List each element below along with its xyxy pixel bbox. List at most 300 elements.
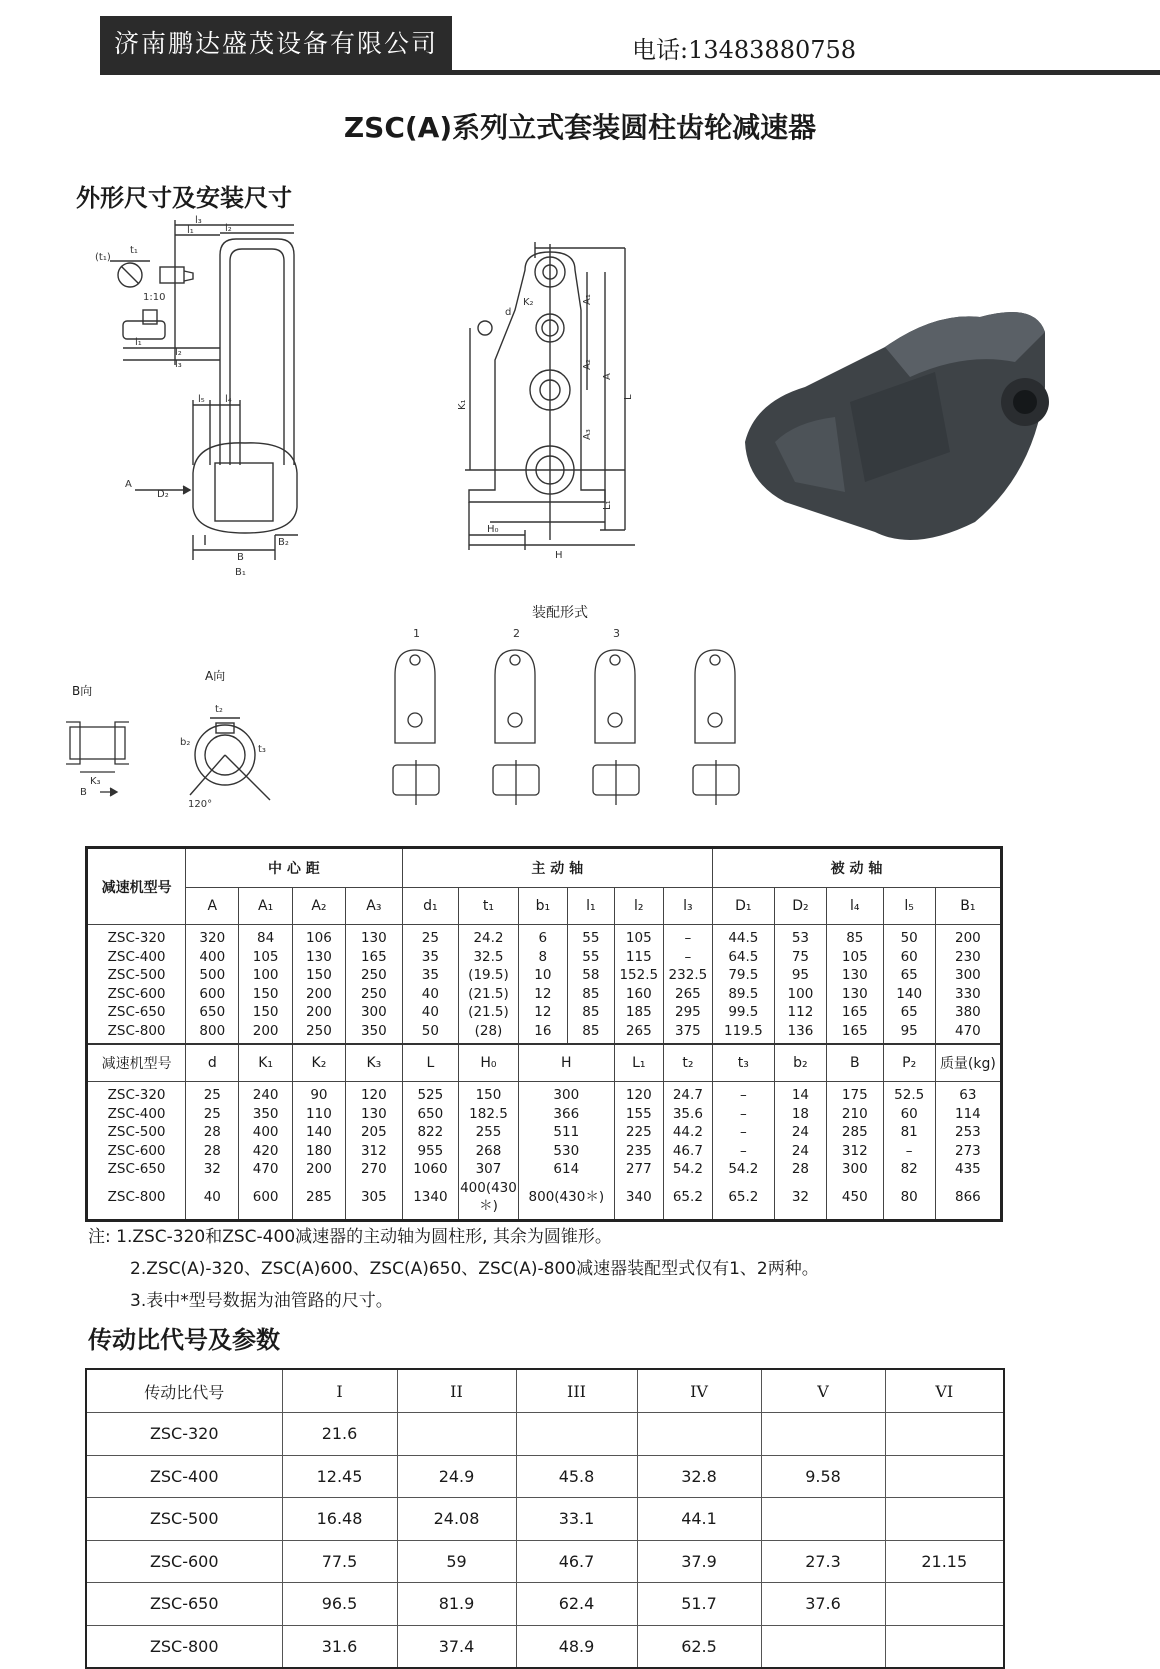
svg-text:B: B: [80, 787, 87, 798]
table-cell: 16: [518, 1022, 567, 1045]
table-cell: 175: [827, 1082, 884, 1105]
table-cell: (21.5): [459, 1003, 519, 1022]
ratio-cell: 12.45: [282, 1455, 397, 1498]
table-row: [87, 1003, 1002, 1022]
view-b-label: B向: [72, 684, 93, 698]
table-cell: 82: [883, 1160, 935, 1179]
table-cell: 75: [774, 948, 826, 967]
svg-text:1:10: 1:10: [143, 292, 166, 303]
table-cell: 182.5: [459, 1105, 519, 1124]
table-cell: 114: [935, 1105, 1001, 1124]
svg-text:A: A: [125, 479, 132, 490]
table-cell: 350: [239, 1105, 292, 1124]
ratio-cell: 16.48: [282, 1498, 397, 1541]
table-cell: 130: [827, 985, 884, 1004]
svg-text:K₂: K₂: [523, 297, 534, 308]
model-cell: ZSC-500: [86, 1498, 282, 1541]
table-cell: 40: [402, 1003, 459, 1022]
table-row: [86, 1625, 1004, 1668]
table-cell: 150: [239, 985, 292, 1004]
table-cell: 255: [459, 1123, 519, 1142]
table-cell: 119.5: [712, 1022, 774, 1045]
table-cell: 200: [292, 1003, 345, 1022]
table-cell: 200: [292, 985, 345, 1004]
table-cell: 450: [827, 1179, 884, 1221]
table-cell: 380: [935, 1003, 1001, 1022]
table-cell: 285: [827, 1123, 884, 1142]
column-header: l₁: [567, 888, 614, 925]
table-cell: 152.5: [614, 966, 663, 985]
table-cell: 100: [239, 966, 292, 985]
table-cell: 84: [239, 925, 292, 948]
table-cell: 46.7: [663, 1142, 712, 1161]
table-cell: –: [712, 1142, 774, 1161]
table-cell: 232.5: [663, 966, 712, 985]
table-cell: 14: [774, 1082, 826, 1105]
table-cell: 28: [774, 1160, 826, 1179]
table-cell: 150: [459, 1082, 519, 1105]
table-cell: 225: [614, 1123, 663, 1142]
table-cell: 350: [346, 1022, 403, 1045]
table-cell: (28): [459, 1022, 519, 1045]
table-cell: 50: [402, 1022, 459, 1045]
model-cell: ZSC-400: [87, 948, 186, 967]
svg-text:l₂: l₂: [225, 223, 232, 234]
ratio-cell: 21.15: [885, 1540, 1004, 1583]
column-header: l₃: [663, 888, 712, 925]
view-b-drawing: [60, 712, 140, 802]
svg-text:K₁: K₁: [457, 399, 468, 410]
table-cell: –: [712, 1082, 774, 1105]
table-cell: 25: [402, 925, 459, 948]
svg-text:t₂: t₂: [215, 704, 223, 715]
column-header: B: [827, 1044, 884, 1082]
table-cell: 800: [186, 1022, 239, 1045]
table-cell: 400: [186, 948, 239, 967]
column-header: 质量(kg): [935, 1044, 1001, 1082]
ratio-cell: 62.4: [516, 1583, 637, 1626]
svg-text:A₁: A₁: [582, 294, 593, 305]
table-cell: 435: [935, 1160, 1001, 1179]
model-cell: ZSC-650: [87, 1160, 186, 1179]
phone-number: 电话:13483880758: [632, 36, 857, 64]
ratio-cell: 96.5: [282, 1583, 397, 1626]
table-cell: 8: [518, 948, 567, 967]
table-cell: 268: [459, 1142, 519, 1161]
column-header: d: [186, 1044, 239, 1082]
svg-text:B₁: B₁: [235, 567, 246, 578]
table-cell: 235: [614, 1142, 663, 1161]
table-cell: –: [663, 948, 712, 967]
model-cell: ZSC-650: [87, 1003, 186, 1022]
ratio-cell: [885, 1413, 1004, 1456]
model-cell: ZSC-320: [87, 1082, 186, 1105]
table-cell: 99.5: [712, 1003, 774, 1022]
svg-text:3: 3: [613, 627, 620, 640]
table-cell: 200: [935, 925, 1001, 948]
table-cell: 150: [292, 966, 345, 985]
table-cell: 106: [292, 925, 345, 948]
table-cell: 155: [614, 1105, 663, 1124]
ratio-cell: 51.7: [637, 1583, 761, 1626]
table-cell: 32: [774, 1179, 826, 1221]
table-cell: 650: [186, 1003, 239, 1022]
model-cell: ZSC-400: [86, 1455, 282, 1498]
table-cell: 54.2: [712, 1160, 774, 1179]
table-cell: 52.5: [883, 1082, 935, 1105]
table-cell: 240: [239, 1082, 292, 1105]
table-cell: –: [712, 1123, 774, 1142]
svg-text:t₃: t₃: [258, 744, 266, 755]
svg-text:l₁: l₁: [135, 337, 142, 348]
table-cell: 64.5: [712, 948, 774, 967]
table-cell: 265: [614, 1022, 663, 1045]
table-cell: 85: [567, 1022, 614, 1045]
table-cell: 63: [935, 1082, 1001, 1105]
table-cell: 12: [518, 1003, 567, 1022]
svg-text:l₁: l₁: [187, 225, 194, 236]
table-cell: 65: [883, 966, 935, 985]
table-cell: 400(430＊): [459, 1179, 519, 1221]
table-cell: 32: [186, 1160, 239, 1179]
svg-text:l₃: l₃: [175, 359, 182, 370]
column-header: A₂: [292, 888, 345, 925]
table-cell: 165: [827, 1003, 884, 1022]
company-name: 济南鹏达盛茂设备有限公司: [100, 16, 452, 72]
table-cell: 100: [774, 985, 826, 1004]
table-cell: 400: [239, 1123, 292, 1142]
note-3: 3.表中*型号数据为油管路的尺寸。: [130, 1291, 393, 1311]
model-cell: ZSC-600: [87, 1142, 186, 1161]
table-cell: 295: [663, 1003, 712, 1022]
table-row: [86, 1540, 1004, 1583]
table-cell: 955: [402, 1142, 459, 1161]
table-cell: (21.5): [459, 985, 519, 1004]
column-header: K₁: [239, 1044, 292, 1082]
table-cell: 230: [935, 948, 1001, 967]
ratio-column-header: III: [516, 1369, 637, 1413]
table-cell: 65: [883, 1003, 935, 1022]
table-cell: 44.5: [712, 925, 774, 948]
side-view-drawing: [95, 215, 355, 595]
ratio-cell: [885, 1455, 1004, 1498]
page-title: ZSC(A)系列立式套装圆柱齿轮减速器: [343, 111, 817, 144]
table-cell: 165: [346, 948, 403, 967]
table-cell: 24: [774, 1123, 826, 1142]
table-cell: 165: [827, 1022, 884, 1045]
ratio-cell: 46.7: [516, 1540, 637, 1583]
table-cell: 50: [883, 925, 935, 948]
svg-text:l₄: l₄: [225, 394, 232, 405]
table-cell: 85: [567, 1003, 614, 1022]
table-cell: 530: [518, 1142, 614, 1161]
ratio-cell: 33.1: [516, 1498, 637, 1541]
table-cell: 44.2: [663, 1123, 712, 1142]
table-cell: 140: [292, 1123, 345, 1142]
table-cell: (19.5): [459, 966, 519, 985]
front-view-drawing: [455, 240, 680, 595]
column-header: t₁: [459, 888, 519, 925]
table-cell: 305: [346, 1179, 403, 1221]
column-header: A₃: [346, 888, 403, 925]
table-cell: 470: [935, 1022, 1001, 1045]
table-cell: 150: [239, 1003, 292, 1022]
table-cell: 250: [292, 1022, 345, 1045]
svg-text:K₃: K₃: [90, 776, 101, 787]
svg-text:(t₁): (t₁): [95, 252, 111, 263]
svg-text:H: H: [555, 550, 563, 561]
table-cell: 24.7: [663, 1082, 712, 1105]
table-cell: 6: [518, 925, 567, 948]
section-title-ratio: 传动比代号及参数: [88, 1326, 280, 1354]
table-cell: 470: [239, 1160, 292, 1179]
table-cell: 25: [186, 1105, 239, 1124]
table-cell: 81: [883, 1123, 935, 1142]
column-header: H₀: [459, 1044, 519, 1082]
table-cell: 28: [186, 1142, 239, 1161]
table-cell: 130: [346, 925, 403, 948]
table-row: [87, 1022, 1002, 1045]
table-cell: 300: [518, 1082, 614, 1105]
table-cell: 253: [935, 1123, 1001, 1142]
column-header: L: [402, 1044, 459, 1082]
table-cell: 375: [663, 1022, 712, 1045]
table-cell: 112: [774, 1003, 826, 1022]
column-header: b₁: [518, 888, 567, 925]
svg-text:120°: 120°: [188, 799, 213, 810]
table-cell: –: [663, 925, 712, 948]
table-cell: 511: [518, 1123, 614, 1142]
table-cell: 65.2: [712, 1179, 774, 1221]
table-cell: 55: [567, 925, 614, 948]
column-header: H: [518, 1044, 614, 1082]
ratio-cell: [885, 1498, 1004, 1541]
table-cell: 105: [827, 948, 884, 967]
ratio-cell: [397, 1413, 516, 1456]
model-cell: ZSC-600: [86, 1540, 282, 1583]
column-header: A: [186, 888, 239, 925]
table-row: [87, 966, 1002, 985]
table-cell: 320: [186, 925, 239, 948]
column-header: l₄: [827, 888, 884, 925]
model-cell: ZSC-650: [86, 1583, 282, 1626]
ratio-column-header: V: [761, 1369, 885, 1413]
ratio-cell: [637, 1413, 761, 1456]
table-row: [87, 985, 1002, 1004]
ratio-cell: 37.9: [637, 1540, 761, 1583]
table-row: [87, 1179, 1002, 1221]
table-cell: 250: [346, 966, 403, 985]
table-cell: 136: [774, 1022, 826, 1045]
table-row: [87, 1142, 1002, 1161]
table-cell: 307: [459, 1160, 519, 1179]
svg-text:A₃: A₃: [582, 429, 593, 440]
table-row: [86, 1413, 1004, 1456]
table-cell: 120: [346, 1082, 403, 1105]
ratio-cell: 9.58: [761, 1455, 885, 1498]
svg-text:d: d: [505, 307, 512, 318]
table-cell: 312: [827, 1142, 884, 1161]
table-cell: 160: [614, 985, 663, 1004]
svg-text:l₅: l₅: [198, 394, 205, 405]
column-header: A₁: [239, 888, 292, 925]
column-header: l₅: [883, 888, 935, 925]
table-cell: 1340: [402, 1179, 459, 1221]
view-a-drawing: [170, 700, 290, 815]
ratio-cell: 37.6: [761, 1583, 885, 1626]
svg-text:B: B: [237, 552, 244, 563]
table-cell: 35.6: [663, 1105, 712, 1124]
table-cell: 614: [518, 1160, 614, 1179]
column-header: b₂: [774, 1044, 826, 1082]
model-cell: ZSC-320: [86, 1413, 282, 1456]
ratio-cell: 24.9: [397, 1455, 516, 1498]
table-cell: 120: [614, 1082, 663, 1105]
ratio-cell: [885, 1625, 1004, 1668]
table-cell: 130: [827, 966, 884, 985]
model-cell: ZSC-800: [86, 1625, 282, 1668]
table-cell: 200: [292, 1160, 345, 1179]
column-header: K₂: [292, 1044, 345, 1082]
table-cell: 105: [239, 948, 292, 967]
header-divider: [100, 70, 1160, 75]
ratio-cell: 45.8: [516, 1455, 637, 1498]
table-cell: 300: [346, 1003, 403, 1022]
table-row: [87, 1082, 1002, 1105]
table-cell: 35: [402, 948, 459, 967]
ratio-cell: [761, 1498, 885, 1541]
ratio-cell: 48.9: [516, 1625, 637, 1668]
table-cell: 95: [883, 1022, 935, 1045]
table-cell: 250: [346, 985, 403, 1004]
transmission-ratio-table: [85, 1368, 1005, 1669]
svg-text:1: 1: [413, 627, 420, 640]
table-cell: 265: [663, 985, 712, 1004]
table-cell: 800(430＊): [518, 1179, 614, 1221]
column-header: P₂: [883, 1044, 935, 1082]
group-driven-shaft: 被 动 轴: [712, 848, 1001, 888]
table-row: [86, 1498, 1004, 1541]
section-title-dimensions: 外形尺寸及安装尺寸: [76, 184, 292, 212]
ratio-cell: 81.9: [397, 1583, 516, 1626]
ratio-cell: 59: [397, 1540, 516, 1583]
svg-text:A: A: [602, 373, 613, 380]
table-cell: 53: [774, 925, 826, 948]
table-cell: 95: [774, 966, 826, 985]
column-header: l₂: [614, 888, 663, 925]
note-2: 2.ZSC(A)-320、ZSC(A)600、ZSC(A)650、ZSC(A)-800减速器装配型式仅有1、2两种。: [130, 1259, 819, 1279]
table-row: [87, 1160, 1002, 1179]
table-cell: 89.5: [712, 985, 774, 1004]
table-cell: 54.2: [663, 1160, 712, 1179]
model-cell: ZSC-600: [87, 985, 186, 1004]
model-cell: ZSC-320: [87, 925, 186, 948]
table-cell: 105: [614, 925, 663, 948]
table-cell: 35: [402, 966, 459, 985]
ratio-column-header: VI: [885, 1369, 1004, 1413]
table-cell: 600: [186, 985, 239, 1004]
reducer-photo: [735, 292, 1055, 560]
ratio-column-header: I: [282, 1369, 397, 1413]
column-header: D₁: [712, 888, 774, 925]
ratio-cell: 44.1: [637, 1498, 761, 1541]
ratio-cell: [761, 1413, 885, 1456]
table-cell: 80: [883, 1179, 935, 1221]
ratio-cell: 21.6: [282, 1413, 397, 1456]
column-header: B₁: [935, 888, 1001, 925]
table-cell: 32.5: [459, 948, 519, 967]
model-cell: ZSC-500: [87, 1123, 186, 1142]
table-cell: 285: [292, 1179, 345, 1221]
assembly-forms-drawing: [375, 625, 775, 815]
model-cell: ZSC-800: [87, 1022, 186, 1045]
table-cell: 866: [935, 1179, 1001, 1221]
table-cell: 24: [774, 1142, 826, 1161]
table-cell: 10: [518, 966, 567, 985]
table-cell: –: [883, 1142, 935, 1161]
ratio-column-header: 传动比代号: [86, 1369, 282, 1413]
ratio-column-header: II: [397, 1369, 516, 1413]
view-a-label: A向: [205, 669, 226, 683]
table-cell: 85: [567, 985, 614, 1004]
svg-text:L₁: L₁: [602, 500, 613, 510]
table-cell: 330: [935, 985, 1001, 1004]
table-cell: –: [712, 1105, 774, 1124]
table-cell: 85: [827, 925, 884, 948]
table-cell: 58: [567, 966, 614, 985]
ratio-cell: 37.4: [397, 1625, 516, 1668]
table-cell: 312: [346, 1142, 403, 1161]
table-row: [87, 925, 1002, 948]
table-row: [86, 1583, 1004, 1626]
table-cell: 420: [239, 1142, 292, 1161]
table-cell: 55: [567, 948, 614, 967]
table-cell: 200: [239, 1022, 292, 1045]
table-cell: 60: [883, 948, 935, 967]
model-cell: ZSC-500: [87, 966, 186, 985]
table-cell: 140: [883, 985, 935, 1004]
svg-text:l₂: l₂: [175, 347, 182, 358]
table-cell: 600: [239, 1179, 292, 1221]
table-row: [87, 1105, 1002, 1124]
column-header: t₃: [712, 1044, 774, 1082]
table-cell: 205: [346, 1123, 403, 1142]
table-cell: 185: [614, 1003, 663, 1022]
model-header-2: 减速机型号: [87, 1044, 186, 1082]
table-cell: 300: [827, 1160, 884, 1179]
ratio-cell: 31.6: [282, 1625, 397, 1668]
table-cell: 28: [186, 1123, 239, 1142]
group-center-distance: 中 心 距: [186, 848, 402, 888]
table-row: [87, 1123, 1002, 1142]
svg-text:l₃: l₃: [195, 215, 202, 226]
table-cell: 366: [518, 1105, 614, 1124]
table-row: [87, 948, 1002, 967]
svg-text:b₂: b₂: [180, 737, 191, 748]
column-header: d₁: [402, 888, 459, 925]
table-cell: 300: [935, 966, 1001, 985]
table-cell: 273: [935, 1142, 1001, 1161]
svg-text:H₀: H₀: [487, 524, 499, 535]
ratio-column-header: IV: [637, 1369, 761, 1413]
ratio-cell: [885, 1583, 1004, 1626]
model-header: 减速机型号: [87, 848, 186, 925]
note-1: 注: 1.ZSC-320和ZSC-400减速器的主动轴为圆柱形, 其余为圆锥形。: [88, 1227, 612, 1247]
table-cell: 650: [402, 1105, 459, 1124]
column-header: D₂: [774, 888, 826, 925]
column-header: K₃: [346, 1044, 403, 1082]
table-cell: 65.2: [663, 1179, 712, 1221]
